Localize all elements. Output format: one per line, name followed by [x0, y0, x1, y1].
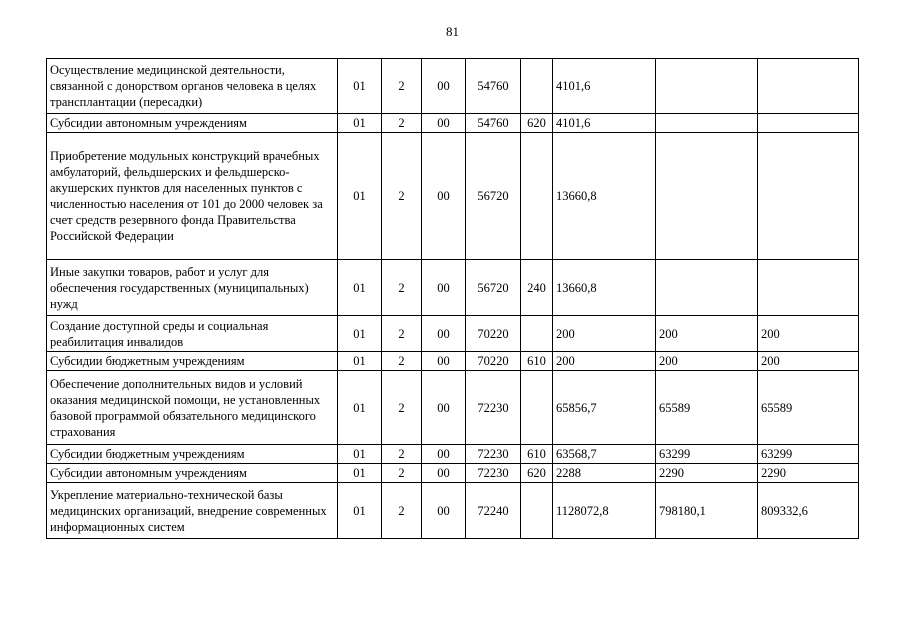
cell-code: 54760	[466, 114, 521, 133]
cell-c2: 2	[382, 260, 422, 316]
cell-v1: 4101,6	[553, 114, 656, 133]
cell-c2: 2	[382, 445, 422, 464]
table-row	[47, 59, 859, 114]
cell-code: 70220	[466, 316, 521, 352]
cell-v1: 13660,8	[553, 260, 656, 316]
cell-c1: 01	[338, 445, 382, 464]
row-name: Осуществление медицинской деятельности, связанной с донорством органов человека в целях трансплантации (пересадки)	[47, 59, 338, 114]
cell-v1: 1128072,8	[553, 483, 656, 539]
cell-v2: 200	[656, 352, 758, 371]
cell-c1: 01	[338, 371, 382, 445]
table-row	[47, 371, 859, 445]
cell-v3: 65589	[758, 371, 859, 445]
cell-v1: 4101,6	[553, 59, 656, 114]
row-name: Иные закупки товаров, работ и услуг для обеспечения государственных (муниципальных) нужд	[47, 260, 338, 316]
cell-c3: 00	[422, 445, 466, 464]
cell-v3	[758, 133, 859, 260]
table-body	[47, 59, 859, 539]
budget-table	[46, 58, 859, 539]
cell-v1: 200	[553, 352, 656, 371]
cell-c2: 2	[382, 114, 422, 133]
row-name: Субсидии бюджетным учреждениям	[47, 352, 338, 371]
cell-v2	[656, 114, 758, 133]
cell-c3: 00	[422, 260, 466, 316]
cell-vr	[521, 483, 553, 539]
cell-v2	[656, 133, 758, 260]
cell-v1: 63568,7	[553, 445, 656, 464]
cell-c1: 01	[338, 133, 382, 260]
table-row	[47, 483, 859, 539]
cell-vr: 240	[521, 260, 553, 316]
cell-v3	[758, 260, 859, 316]
cell-v3: 200	[758, 316, 859, 352]
cell-v3: 809332,6	[758, 483, 859, 539]
cell-vr	[521, 59, 553, 114]
cell-c3: 00	[422, 133, 466, 260]
cell-v3	[758, 114, 859, 133]
row-name: Субсидии автономным учреждениям	[47, 464, 338, 483]
cell-v3	[758, 59, 859, 114]
cell-c1: 01	[338, 483, 382, 539]
cell-vr: 610	[521, 352, 553, 371]
cell-c2: 2	[382, 316, 422, 352]
cell-vr	[521, 316, 553, 352]
cell-v2	[656, 260, 758, 316]
cell-v2: 63299	[656, 445, 758, 464]
cell-code: 72240	[466, 483, 521, 539]
cell-vr	[521, 371, 553, 445]
cell-v1: 200	[553, 316, 656, 352]
cell-v3: 63299	[758, 445, 859, 464]
cell-code: 72230	[466, 445, 521, 464]
cell-c1: 01	[338, 464, 382, 483]
table-row	[47, 316, 859, 352]
cell-code: 54760	[466, 59, 521, 114]
table-row	[47, 464, 859, 483]
cell-c3: 00	[422, 371, 466, 445]
cell-c3: 00	[422, 483, 466, 539]
cell-v3: 2290	[758, 464, 859, 483]
cell-c2: 2	[382, 59, 422, 114]
cell-c1: 01	[338, 59, 382, 114]
cell-c1: 01	[338, 316, 382, 352]
table-row	[47, 260, 859, 316]
cell-code: 56720	[466, 133, 521, 260]
cell-vr: 620	[521, 464, 553, 483]
cell-c3: 00	[422, 114, 466, 133]
page-number: 81	[446, 24, 459, 39]
row-name: Субсидии бюджетным учреждениям	[47, 445, 338, 464]
cell-c3: 00	[422, 352, 466, 371]
row-name: Укрепление материально-технической базы медицинских организаций, внедрение современных информационных систем	[47, 483, 338, 539]
cell-c2: 2	[382, 483, 422, 539]
row-name: Субсидии автономным учреждениям	[47, 114, 338, 133]
row-name: Приобретение модульных конструкций врачебных амбулаторий, фельдшерских и фельдшерско-акушерских пунктов для населенных пунктов с численностью населения от 101 до 2000 человек за счет средств резервного фонда Правительства Российской Федерации	[47, 133, 338, 260]
table-row	[47, 445, 859, 464]
cell-code: 72230	[466, 464, 521, 483]
cell-c1: 01	[338, 114, 382, 133]
cell-c3: 00	[422, 316, 466, 352]
cell-c2: 2	[382, 464, 422, 483]
cell-v1: 65856,7	[553, 371, 656, 445]
cell-c3: 00	[422, 464, 466, 483]
cell-v2: 798180,1	[656, 483, 758, 539]
cell-v2: 200	[656, 316, 758, 352]
cell-code: 70220	[466, 352, 521, 371]
cell-v1: 2288	[553, 464, 656, 483]
cell-vr: 620	[521, 114, 553, 133]
table-row	[47, 133, 859, 260]
cell-c1: 01	[338, 260, 382, 316]
cell-vr: 610	[521, 445, 553, 464]
cell-c2: 2	[382, 371, 422, 445]
cell-code: 72230	[466, 371, 521, 445]
cell-c3: 00	[422, 59, 466, 114]
cell-c1: 01	[338, 352, 382, 371]
cell-v2: 2290	[656, 464, 758, 483]
cell-v3: 200	[758, 352, 859, 371]
cell-vr	[521, 133, 553, 260]
row-name: Создание доступной среды и социальная реабилитация инвалидов	[47, 316, 338, 352]
cell-c2: 2	[382, 352, 422, 371]
cell-c2: 2	[382, 133, 422, 260]
cell-code: 56720	[466, 260, 521, 316]
table-row	[47, 352, 859, 371]
cell-v2	[656, 59, 758, 114]
cell-v1: 13660,8	[553, 133, 656, 260]
table-row	[47, 114, 859, 133]
row-name: Обеспечение дополнительных видов и условий оказания медицинской помощи, не установленных базовой программой обязательного медицинского страхования	[47, 371, 338, 445]
cell-v2: 65589	[656, 371, 758, 445]
